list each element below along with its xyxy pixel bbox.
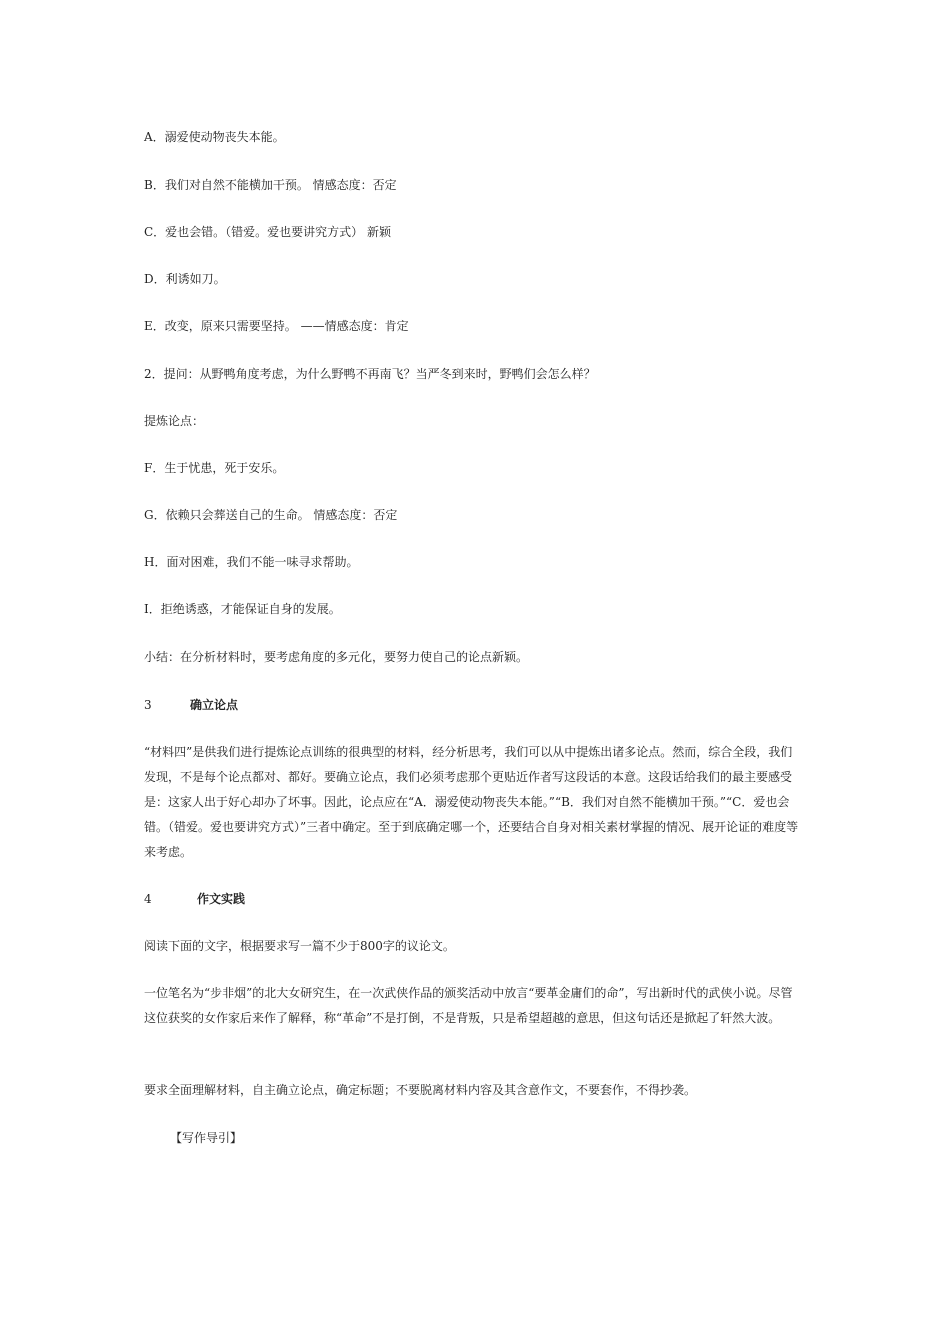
section-4-heading <box>144 891 246 907</box>
section-3-body: “材料四”是供我们进行提炼论点训练的很典型的材料，经分析思考，我们可以从中提炼出诸多论点。然而，综合全段，我们发现，不是每个论点都对、都好。要确立论点，我们必须考虑那个更贴近作者写这段话的本意。这段话给我们的最主要感受是：这家人出于好心却办了坏事。因此，论点应在“A．溺爱使动物丧失本能。”“B．我们对自然不能横加干预。”“C．爱也会错。（错爱。爱也要讲究方式）”三者中确定。至于到底确定哪一个，还要结合自身对相关素材掌握的情况、展开论证的难度等来考虑。 <box>144 745 799 859</box>
section-3-title: 确立论点 <box>190 698 239 712</box>
point-h: H．面对困难，我们不能一味寻求帮助。 <box>144 555 359 569</box>
writing-guide-heading: 【写作导引】 <box>170 1131 243 1145</box>
point-g: G．依赖只会葬送自己的生命。 情感态度：否定 <box>144 508 398 522</box>
point-f: F．生于忧患，死于安乐。 <box>144 461 285 475</box>
point-a: A．溺爱使动物丧失本能。 <box>144 130 285 144</box>
point-e: E．改变，原来只需要坚持。 ——情感态度：肯定 <box>144 319 409 333</box>
section-3-number: 3 <box>144 698 152 712</box>
section-3-heading <box>144 697 239 713</box>
section-4-requirement: 要求全面理解材料，自主确立论点，确定标题；不要脱离材料内容及其含意作文，不要套作，不得抄袭。 <box>144 1083 697 1097</box>
section-4-instruction: 阅读下面的文字，根据要求写一篇不少于800字的议论文。 <box>144 939 455 953</box>
summary: 小结：在分析材料时，要考虑角度的多元化，要努力使自己的论点新颖。 <box>144 650 529 664</box>
question-2: 2．提问：从野鸭角度考虑，为什么野鸭不再南飞？当严冬到来时，野鸭们会怎么样？ <box>144 367 596 381</box>
section-4-title: 作文实践 <box>197 892 246 906</box>
point-d: D．利诱如刀。 <box>144 272 226 286</box>
point-i: I．拒绝诱惑，才能保证自身的发展。 <box>144 602 341 616</box>
section-4-material: 一位笔名为“步非烟”的北大女研究生，在一次武侠作品的颁奖活动中放言“要革金庸们的命”，写出新时代的武侠小说。尽管这位获奖的女作家后来作了解释，称“革命”不是打倒，不是背叛，只是希望超越的意思，但这句话还是掀起了轩然大波。 <box>144 986 793 1025</box>
section-4-number: 4 <box>144 892 152 906</box>
point-b: B．我们对自然不能横加干预。 情感态度：否定 <box>144 178 397 192</box>
extract-label: 提炼论点： <box>144 414 205 428</box>
point-c: C．爱也会错。（错爱。爱也要讲究方式） 新颖 <box>144 225 391 239</box>
